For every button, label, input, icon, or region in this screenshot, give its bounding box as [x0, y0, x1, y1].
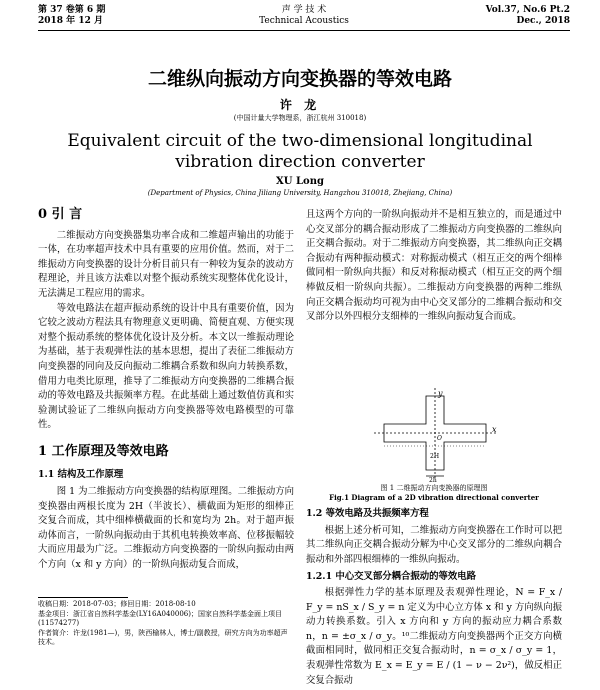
- figure-caption-en: Fig.1 Diagram of a 2D vibration directional converter: [329, 493, 539, 502]
- label-y: y: [438, 389, 443, 398]
- section-1-2-heading: 1.2 等效电路及共振频率方程: [306, 508, 429, 519]
- left-column: [38, 208, 294, 573]
- label-2H: 2H: [430, 453, 440, 460]
- author-cn: 许 龙: [279, 98, 321, 112]
- header-rule: [38, 30, 570, 31]
- section-1-2-1-paragraph: 根据弹性力学的基本原理及表观弹性理论，N = F_x / F_y = nS_x / S_y = n 定义为中心立方体 x 和 y 方向纵向振动力转换系数。引入 x 方向和 y 方向的振动应力耦合系数 n，n = ±σ_x / σ_y。¹⁰二维振动方向变换器两个正交方向横截面相同时，做同相正交复合振动时，n = σ_x / σ_y = 1，表观弹性常数为 E_x = E_y = E / (1 − ν − 2ν²)，做反相正交复合振动: [306, 586, 562, 686]
- figure-caption-cn: 图 1 二维振动方向变换器的原理图: [380, 484, 488, 492]
- intro-paragraph-1: 二维振动方向变换器集功率合成和二维超声输出的功能于一体，在功率超声技术中具有重要的应用价值。然而，对于二维振动方向变换器的设计分析目前只有一种较为复杂的波动方程理论，并且该方法难以对整个振动系统实现整体优化设计，无法满足工程应用的需求。: [38, 229, 294, 299]
- affiliation-en: (Department of Physics, China Jiliang University, Hangzhou 310018, Zhejiang, China): [147, 189, 453, 197]
- running-header: [38, 5, 570, 29]
- intro-paragraph-2: 等效电路法在超声振动系统的设计中具有重要价值，因为它较之波动方程法具有物理意义更明确、简便直观、方便实现对整个振动系统的整体优化设计及分析。本文以一维振动理论为基础，基于表观弹性法的基本思想，提出了表征二维振动方向变换器的同向及反向振动二维耦合系数和纵向力转换系数，借用力电类比原理，推导了二维振动方向变换器的二维耦合振动的等效电路及共振频率方程。在此基础上通过数值仿真和实验测试验证了二维纵向振动方向变换器等效电路模型的可靠性。: [38, 302, 294, 431]
- section-1-2-paragraph: 根据上述分析可知，二维振动方向变换器在工作时可以把其二维纵向正交耦合振动分解为中心交叉部分的二维纵向耦合振动和外部四根细棒的一维纵向振动。: [306, 524, 562, 565]
- title-en: Equivalent circuit of the two-dimensional longitudinal vibration direction converter: [67, 131, 533, 172]
- right-column-top: [306, 208, 562, 325]
- header-left: 第 37 卷第 6 期 2018 年 12 月: [38, 5, 106, 26]
- affiliation-cn: (中国计量大学物理系，浙江杭州 310018): [233, 114, 367, 122]
- footnotes: [38, 600, 294, 648]
- section-1-1-heading: 1.1 结构及工作原理: [38, 468, 124, 480]
- header-center: 声 学 技 术 Technical Acoustics: [259, 5, 349, 26]
- right-column-bottom: [306, 507, 562, 688]
- label-x: x: [492, 425, 497, 434]
- title-cn: 二维纵向振动方向变换器的等效电路: [147, 68, 452, 90]
- figure-1-caption: [306, 484, 562, 502]
- continued-paragraph: 且这两个方向的一阶纵向振动并不是相互独立的，而是通过中心交叉部分的耦合振动形成了二维振动方向变换器的二维纵向正交耦合振动。对于二维振动方向变换器，其二维纵向正交耦合振动有两种振动模式：对称振动模式（相互正交的两个细棒做同相一阶纵向共振）和反对称振动模式（相互正交的两个细棒做反相一阶纵向共振）。二维振动方向变换器的两种二维纵向正交耦合振动均可视为由中心交叉部分的二维耦合振动和交叉部分以外四根分支细棒的一维纵向振动复合而成。: [306, 209, 562, 323]
- label-2h: 2h: [429, 477, 437, 483]
- footnote-fund: 基金项目：浙江省自然科学基金(LY16A040006)；国家自然科学基金面上项目(11574277): [38, 609, 282, 627]
- author-en: XU Long: [276, 176, 324, 187]
- section-1-1-paragraph: 图 1 为二维振动方向变换器的结构原理图。二维振动方向变换器由两根长度为 2H（半波长）、横截面为矩形的细棒正交复合而成，其中细棒横截面的长和宽均为 2h。对于超声振动体而言，一阶纵向振动由于其机电转换效率高、位移振幅较大而应用最为广泛。二维振动方向变换器的一阶纵向振动由两个方向（x 和 y 方向）的一阶纵向振动复合而成，: [38, 486, 294, 571]
- figure-1-diagram: [364, 388, 504, 483]
- section-1-2-1-heading: 1.2.1 中心交叉部分耦合振动的等效电路: [306, 571, 476, 583]
- label-O: O: [437, 435, 442, 442]
- footnote-author: 作者简介：许龙(1981—)，男，陕西榆林人，博士/副教授，研究方向为功率超声技术。: [38, 628, 288, 646]
- footnote-rule: [38, 597, 128, 598]
- section-0-heading: 0 引 言: [38, 207, 83, 222]
- header-right: Vol.37, No.6 Pt.2 Dec., 2018: [485, 5, 570, 26]
- section-1-heading: 1 工作原理及等效电路: [38, 443, 169, 459]
- footnote-received: 收稿日期：2018-07-03；修回日期：2018-08-10: [38, 600, 196, 608]
